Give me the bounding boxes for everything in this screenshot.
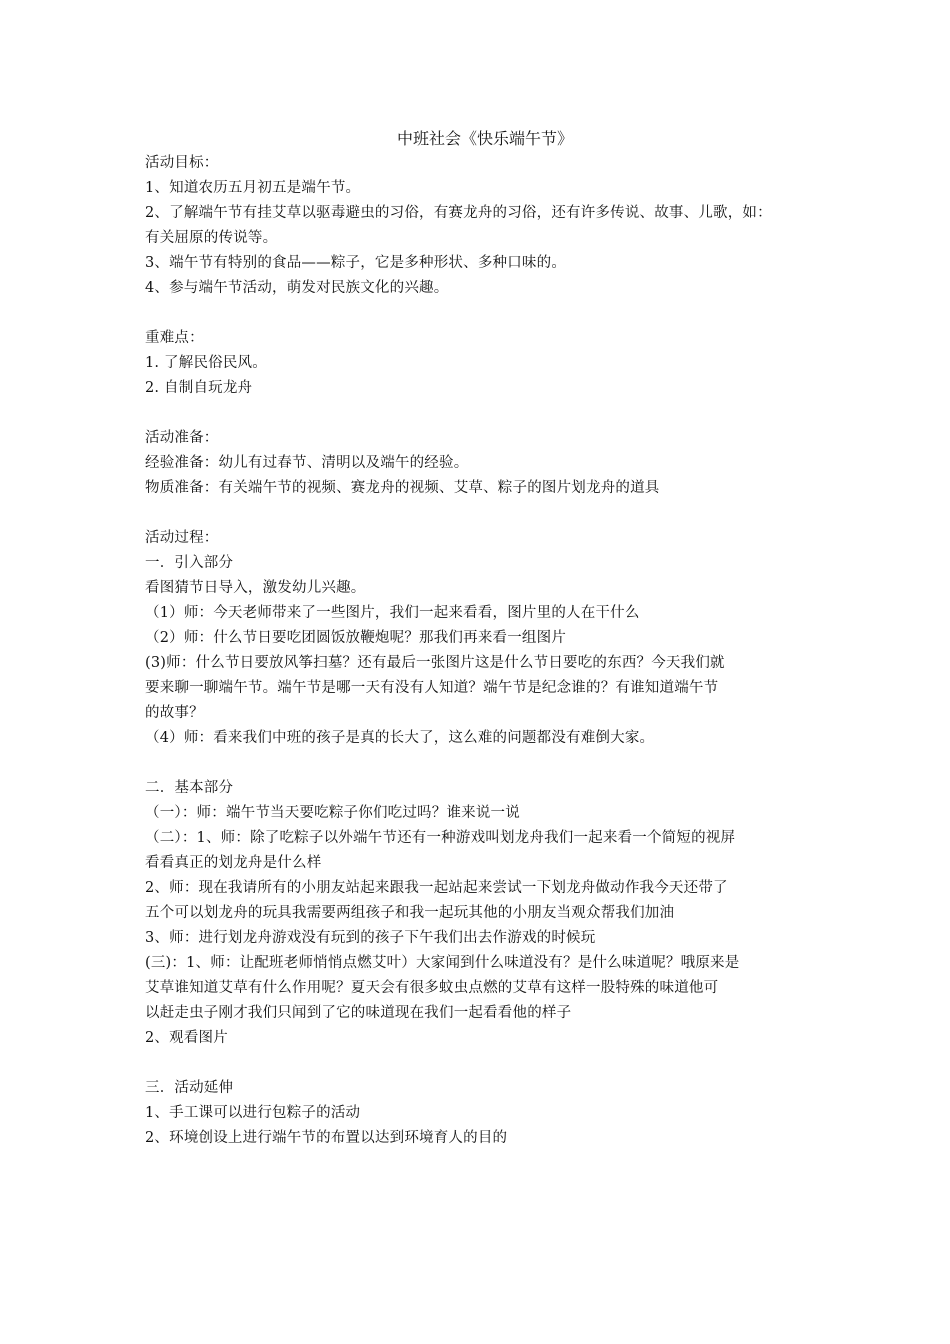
- goals-heading: 活动目标：: [145, 155, 219, 171]
- goal-line-2-cont: 有关屈原的传说等。: [145, 230, 278, 246]
- goal-line-4: 4、参与端午节活动，萌发对民族文化的兴趣。: [145, 280, 449, 296]
- goal-line-3: 3、端午节有特别的食品——粽子，它是多种形状、多种口味的。: [145, 255, 567, 271]
- part2-heading: 二．基本部分: [145, 780, 234, 796]
- preparation-experience: 经验准备：幼儿有过春节、清明以及端午的经验。: [145, 455, 469, 471]
- preparation-materials: 物质准备：有关端午节的视频、赛龙舟的视频、艾草、粽子的图片划龙舟的道具: [145, 480, 660, 496]
- part1-line: (3)师：什么节日要放风筝扫墓？还有最后一张图片这是什么节日要吃的东西？今天我们就: [145, 655, 725, 671]
- paragraph-gap: [145, 301, 825, 326]
- part2-line: 五个可以划龙舟的玩具我需要两组孩子和我一起玩其他的小朋友当观众帮我们加油: [145, 905, 675, 921]
- paragraph-gap: [145, 501, 825, 526]
- part2-line: 2、观看图片: [145, 1030, 228, 1046]
- paragraph-gap: [145, 401, 825, 426]
- part1-line: （1）师：今天老师带来了一些图片，我们一起来看看，图片里的人在干什么: [145, 605, 640, 621]
- paragraph-gap: [145, 751, 825, 776]
- part2-line: 3、师：进行划龙舟游戏没有玩到的孩子下午我们出去作游戏的时候玩: [145, 930, 596, 946]
- part2-line: 2、师：现在我请所有的小朋友站起来跟我一起站起来尝试一下划龙舟做动作我今天还带了: [145, 880, 728, 896]
- goal-line-2: 2、了解端午节有挂艾草以驱毒避虫的习俗，有赛龙舟的习俗，还有许多传说、故事、儿歌，如：: [145, 205, 772, 221]
- part2-line: 以赶走虫子刚才我们只闻到了它的味道现在我们一起看看他的样子: [145, 1005, 572, 1021]
- part1-line: （4）师：看来我们中班的孩子是真的长大了，这么难的问题都没有难倒大家。: [145, 730, 655, 746]
- part2-line: 艾草谁知道艾草有什么作用呢？夏天会有很多蚊虫点燃的艾草有这样一股特殊的味道他可: [145, 980, 719, 996]
- part2-line: （一）：师：端午节当天要吃粽子你们吃过吗？谁来说一说: [145, 805, 520, 821]
- part1-line: 要来聊一聊端午节。端午节是哪一天有没有人知道？端午节是纪念谁的？有谁知道端午节: [145, 680, 719, 696]
- preparation-heading: 活动准备：: [145, 430, 219, 446]
- part2-line: 看看真正的划龙舟是什么样: [145, 855, 322, 871]
- paragraph-gap: [145, 1051, 825, 1076]
- part3-line: 2、环境创设上进行端午节的布置以达到环境育人的目的: [145, 1130, 508, 1146]
- key-points-heading: 重难点：: [145, 330, 204, 346]
- part3-line: 1、手工课可以进行包粽子的活动: [145, 1105, 361, 1121]
- part1-line: （2）师：什么节日要吃团圆饭放鞭炮呢？那我们再来看一组图片: [145, 630, 567, 646]
- part3-heading: 三．活动延伸: [145, 1080, 234, 1096]
- part2-line: (三)：1、师：让配班老师悄悄点燃艾叶）大家闻到什么味道没有？是什么味道呢？哦原来是: [145, 955, 740, 971]
- key-point-1: 1. 了解民俗民风。: [145, 355, 267, 371]
- part1-line: 看图猜节日导入，激发幼儿兴趣。: [145, 580, 366, 596]
- key-point-2: 2. 自制自玩龙舟: [145, 380, 253, 396]
- part1-line: 的故事？: [145, 705, 204, 721]
- part1-heading: 一．引入部分: [145, 555, 234, 571]
- goal-line-1: 1、知道农历五月初五是端午节。: [145, 180, 361, 196]
- process-heading: 活动过程：: [145, 530, 219, 546]
- part2-line: （二）：1、师：除了吃粽子以外端午节还有一种游戏叫划龙舟我们一起来看一个简短的视屏: [145, 830, 736, 846]
- document-title: 中班社会《快乐端午节》: [396, 129, 573, 148]
- document-page: [145, 126, 825, 1151]
